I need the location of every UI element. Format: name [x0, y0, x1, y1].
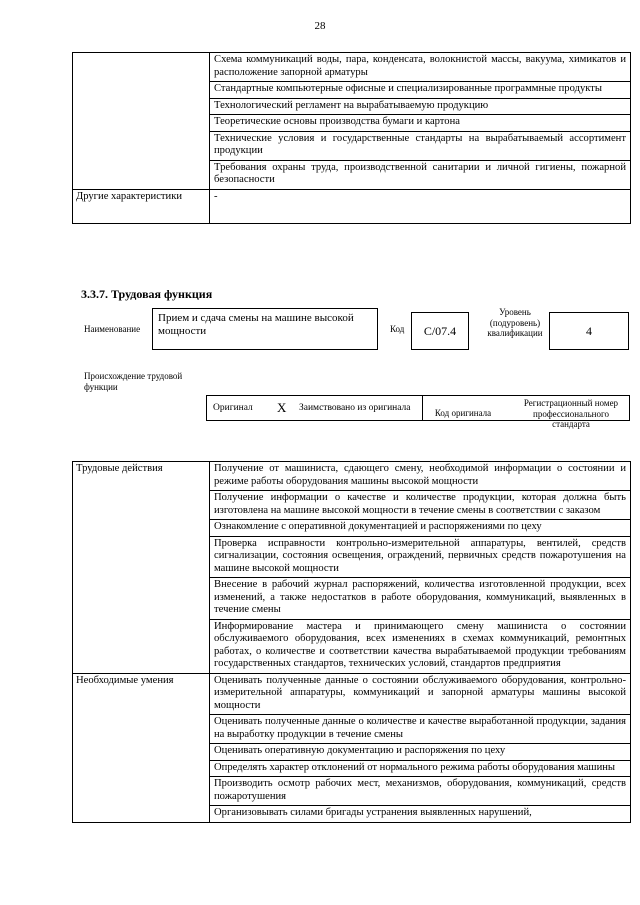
table-cell: Производить осмотр рабочих мест, механизмов, оборудования, коммуникаций, средств пожаротушения [210, 777, 631, 806]
table-cell: Оценивать полученные данные о количестве и качестве выработанной продукции, задания на выработку продукции в течение смены [210, 715, 631, 744]
group-label-skills: Необходимые умения [73, 673, 210, 822]
knowledge-table [72, 52, 631, 224]
level-label: Уровень (подуровень) квалификации [487, 307, 543, 338]
code-value: С/07.4 [411, 312, 469, 350]
table-cell: Стандартные компьютерные офисные и специализированные программные продукты [210, 82, 631, 99]
table-cell: Внесение в рабочий журнал распоряжений, количества изготовленной продукции, всех изменений, а также недостатков в работе оборудования, коммуникаций, выявленных в течение смены [210, 578, 631, 620]
group-label-actions: Трудовые действия [73, 462, 210, 674]
table-cell: Технологический регламент на вырабатываемую продукцию [210, 98, 631, 115]
origin-label: Происхождение трудовой функции [84, 371, 183, 392]
table-cell: Определять характер отклонений от нормального режима работы оборудования машины [210, 760, 631, 777]
level-value: 4 [549, 312, 629, 350]
table-cell: Организовывать силами бригады устранения выявленных нарушений, [210, 806, 631, 823]
name-label: Наименование [84, 324, 141, 334]
actions-table [72, 461, 631, 823]
table-row [73, 189, 631, 223]
table-cell: Схема коммуникаций воды, пара, конденсата, волокнистой массы, вакуума, химикатов и расположение запорной арматуры [210, 53, 631, 82]
table-cell: Проверка исправности контрольно-измерительной аппаратуры, вентилей, средств сигнализации, состояния освещения, ограждений, первичных средств пожаротушения на машине высокой мощности [210, 536, 631, 578]
table-label-cell: Другие характеристики [73, 189, 210, 223]
table-label-cell [73, 53, 210, 190]
table-cell: Требования охраны труда, производственной санитарии и личной гигиены, пожарной безопасности [210, 160, 631, 189]
borrowed-label: Заимствовано из оригинала [299, 403, 411, 413]
table-cell: Получение информации о качестве и количестве продукции, которая должна быть изготовлена на машине высокой мощности в течение смены в соответствии с заказом [210, 491, 631, 520]
name-value: Прием и сдача смены на машине высокой мощности [152, 308, 378, 350]
section-title: 3.3.7. Трудовая функция [81, 287, 213, 301]
reg-number-label: Регистрационный номер профессионального стандарта [523, 398, 619, 429]
original-mark: Х [277, 400, 287, 415]
table-row [73, 673, 631, 715]
page-number: 28 [314, 20, 326, 32]
table-cell: Оценивать полученные данные о состоянии обслуживаемого оборудования, контрольно-измерительной аппаратуры, коммуникаций и запорной арматуры машины высокой мощности [210, 673, 631, 715]
table-cell: Ознакомление с оперативной документацией и распоряжениями по цеху [210, 520, 631, 537]
table-cell: Теоретические основы производства бумаги и картона [210, 115, 631, 132]
table-row [73, 462, 631, 491]
table-cell: Оценивать оперативную документацию и распоряжения по цеху [210, 744, 631, 761]
origin-divider [422, 395, 423, 421]
original-label: Оригинал [213, 403, 253, 413]
table-row [73, 53, 631, 82]
table-cell: Информирование мастера и принимающего смену машиниста о состоянии обслуживаемого оборудования, всех изменениях в схемах коммуникаций, ремонтных работах, о количестве и соответствии качества вырабатываемой продукции требованиям государственных стандартов, технических условий, стандартов предприятия [210, 619, 631, 673]
code-original-label: Код оригинала [434, 408, 492, 418]
table-cell: Технические условия и государственные стандарты на вырабатываемый ассортимент продукции [210, 131, 631, 160]
table-cell: Получение от машиниста, сдающего смену, необходимой информации о состоянии и режиме работы оборудования машины высокой мощности [210, 462, 631, 491]
code-label: Код [390, 324, 405, 334]
table-cell: - [210, 189, 631, 223]
